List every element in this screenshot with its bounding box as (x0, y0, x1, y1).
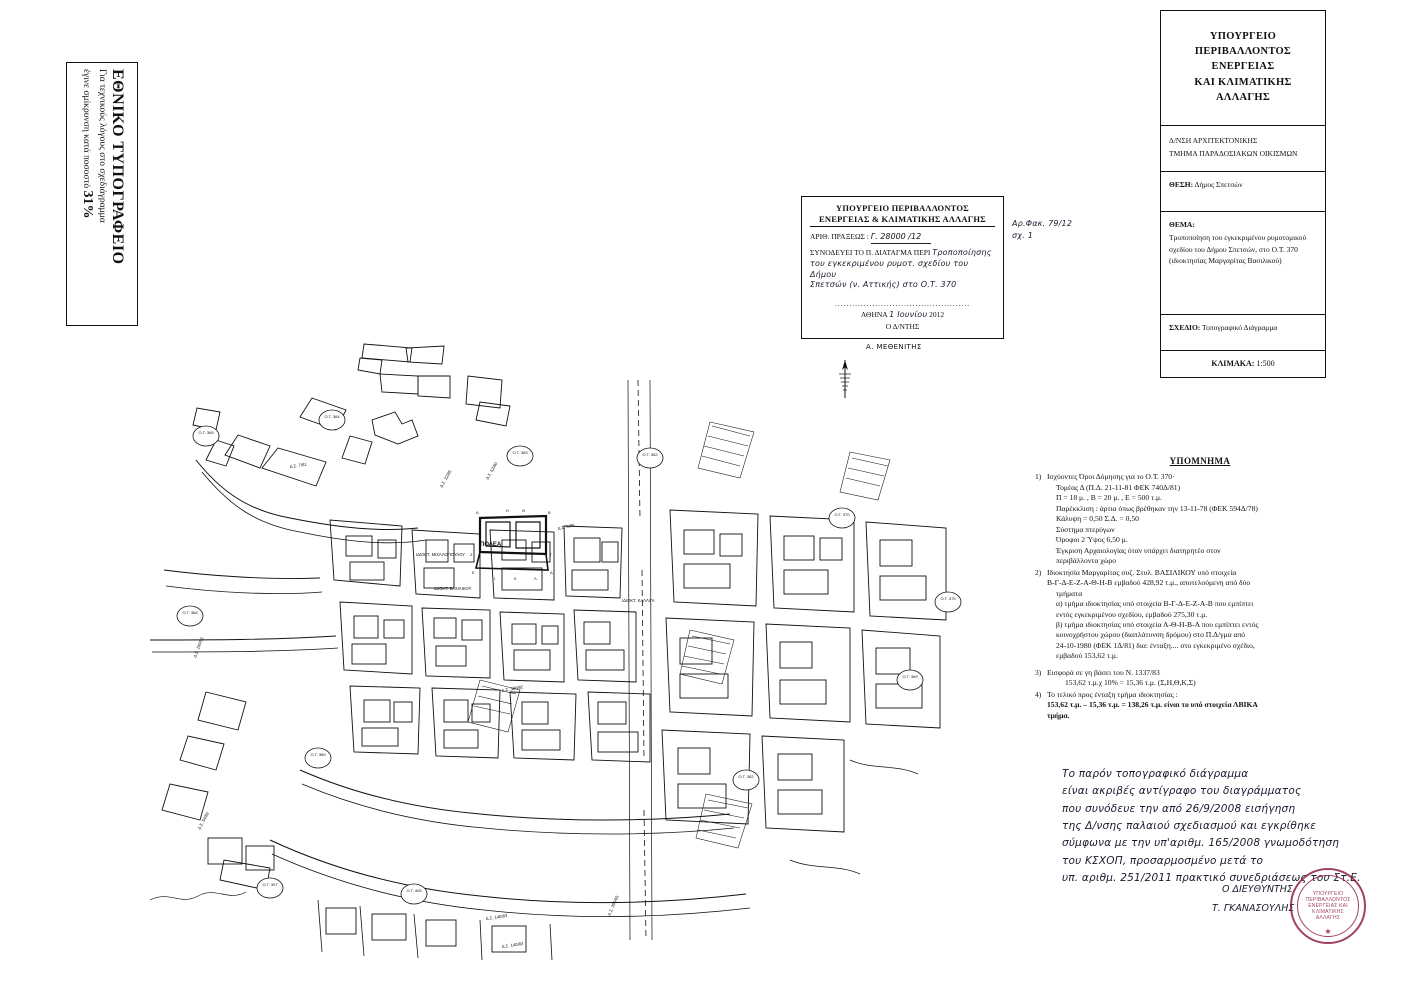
theme-label: ΘΕΜΑ: (1169, 220, 1195, 229)
block-tag-label: Ο.Τ. 363 (512, 450, 528, 455)
owner-label-3: ΙΔΙΟΚΤ. ΚΑΛΛΙΓΑ (622, 598, 655, 603)
scale-value: 1:500 (1256, 359, 1275, 368)
map-svg (150, 340, 1000, 960)
title-block-header (1161, 11, 1325, 126)
point-letter: Δ (550, 570, 553, 575)
legend-1-line-7: Έγκριση Αρχαιολογίας όταν υπάρχει διατηρητέο στον (1056, 545, 1221, 555)
legend-3-line-0: Εισφορά σε γη βάσει του Ν. 1337/83 (1047, 667, 1160, 677)
stamp-signature-name: Α. ΜΕΘΕΝΙΤΗΣ (866, 343, 922, 351)
protocol-stamp-box (801, 196, 1004, 339)
road-label: Δ.Σ. 140/83 (501, 941, 524, 949)
protocol-attached-value-3: Σπετσών (ν. Αττικής) στο Ο.Τ. 370 (810, 280, 957, 290)
legend-1-line-3: Παρέκκλιση : άρτια όπως βρέθηκαν την 13-11-78 (ΦΕΚ 594Δ/78) (1056, 503, 1258, 513)
block-tag (507, 446, 533, 466)
map-linework (150, 344, 946, 960)
legend-title: ΥΠΟΜΝΗΜΑ (1169, 456, 1231, 466)
point-letter: Ζ (470, 552, 473, 557)
legend-2-line-7: 24-10-1980 (ΦΕΚ 1Δ/81) δια: ένταξη.... στο εγκεκριμένο σχέδιο, (1056, 640, 1255, 650)
parcel-labels (416, 542, 655, 603)
protocol-year-value: 2012 (929, 309, 945, 319)
legend-item-3-number: 3) (1035, 667, 1042, 677)
point-letter: Θ (522, 508, 526, 513)
road-label: Δ.Σ. 6/95 (557, 522, 575, 531)
legend-1-line-0: Ισχύοντες Όροι Δόμησης για το Ο.Τ. 370· (1047, 472, 1175, 482)
topographic-map (150, 340, 1000, 960)
legend-item-2 (1035, 567, 1365, 662)
block-tag (829, 508, 855, 528)
road-label: Δ.Σ. 100/81 (192, 636, 205, 659)
title-block (1160, 10, 1326, 378)
protocol-attached-value-1: Τροποποίησης (932, 248, 992, 258)
certification-line-0: Το παρόν τοπογραφικό διάγραμμα (1062, 768, 1249, 780)
block-tag (193, 426, 219, 446)
protocol-ministry-line-1: ΥΠΟΥΡΓΕΙΟ ΠΕΡΙΒΑΛΛΟΝΤΟΣ (836, 203, 969, 213)
stamp-title: ΕΘΝΙΚΟ ΤΥΠΟΓΡΑΦΕΙΟ (108, 69, 126, 265)
legend-2-line-6: κοινοχρήστου χώρου (διαπλάτυνση δρόμου) στο Π.Δ/γμα από (1056, 630, 1246, 640)
block-tag-label: Ο.Τ. 369 (902, 674, 918, 679)
protocol-act-label: ΑΡΙΘ. ΠΡΑΞΕΩΣ : (810, 232, 869, 242)
legend-2-line-4: εντός εγκεκριμένου σχεδίου, εμβαδού 275,30 τ.μ. (1056, 609, 1208, 619)
signer-name: Τ. ΓΚΑΝΑΣΟΥΛΗΣ (1212, 903, 1295, 914)
tb-head-line-0: ΥΠΟΥΡΓΕΙΟ (1209, 30, 1277, 42)
protocol-attached-label: ΣΥΝΟΔΕΥΕΙ ΤΟ Π. ΔΙΑΤΑΓΜΑ ΠΕΡΙ (810, 248, 931, 258)
tb-head-line-4: ΑΛΛΑΓΗΣ (1215, 91, 1271, 103)
block-tag-label: Ο.Τ. 405 (406, 888, 422, 893)
block-tag (319, 410, 345, 430)
block-tag-label: Ο.Τ. 397 (262, 882, 278, 887)
block-tag-label: Ο.Τ. 370 (834, 512, 850, 517)
title-block-position-row (1161, 172, 1325, 212)
block-tag-label: Ο.Τ. 365 (198, 430, 214, 435)
legend-1-line-2: Π = 18 μ. , Β = 20 μ. , Ε = 500 τ.μ. (1056, 493, 1162, 503)
legend-1-line-5: Σύστημα πτερύγων (1056, 524, 1115, 534)
road-labels (192, 461, 620, 949)
title-block-department (1161, 126, 1325, 172)
drawing-value: Τοπογραφικό Διάγραμμα (1202, 323, 1278, 332)
block-tag (177, 606, 203, 626)
road-label: Δ.Σ. 380/82 (501, 684, 524, 693)
protocol-attached-value-2: του εγκεκριμένου ρυμοτ. σχεδίου του Δήμου (810, 258, 969, 279)
road-label: Δ.Σ. 148/83 (485, 913, 508, 921)
block-tag-label: Ο.Τ. 389 (310, 752, 326, 757)
block-tag-label: Ο.Τ. 364 (324, 414, 340, 419)
theme-value: Τροποποίηση του εγκεκριμένου ρυμοτομικού σχεδίου του Δήμου Σπετσών, στο Ο.Τ. 370 (ιδιοκτησίας Μαργαρίτας Βασιλικού) (1169, 233, 1307, 265)
owner-label-2: ΙΔΙΟΚΤ. ΒΑΣΙΛΙΚΟΥ (434, 586, 472, 591)
certification-line-4: σύμφωνα με την υπ'αριθμ. 165/2008 γνωμοδότηση (1062, 837, 1340, 850)
protocol-date-value: 1 Ιουνίου (889, 309, 928, 319)
tb-head-line-3: ΚΑΙ ΚΛΙΜΑΤΙΚΗΣ (1194, 76, 1292, 88)
scale-label: ΚΛΙΜΑΚΑ: (1211, 359, 1255, 368)
stamp-line-2: έγινε σμίκρυνση κατά ποσοστό (81, 69, 92, 189)
point-letter: Ι (494, 576, 496, 581)
block-tag (935, 592, 961, 612)
block-tag (401, 884, 427, 904)
legend-1-line-8: περιβάλλοντα χώρο (1056, 556, 1117, 566)
file-ref-line-2: σχ. 1 (1012, 231, 1033, 240)
road-label: Δ.Σ. 7/81 (289, 461, 308, 469)
road-label: Δ.Σ. 52/80 (484, 461, 499, 481)
protocol-dots: ............................................... (834, 298, 971, 308)
seal-text: ΥΠΟΥΡΓΕΙΟ ΠΕΡΙΒΑΛΛΟΝΤΟΣ ΕΝΕΡΓΕΙΑΣ ΚΑΙ ΚΛΙΜΑΤΙΚΗΣ ΑΛΛΑΓΗΣ (1305, 891, 1351, 921)
legend-2-line-2: τμήματα (1056, 588, 1083, 598)
department-line-1: Δ/ΝΣΗ ΑΡΧΙΤΕΚΤΟΝΙΚΗΣ (1169, 135, 1258, 145)
stamp-percent: 31% (80, 190, 96, 219)
parcel-main-label: ΠΟΛΕΑ (480, 542, 502, 548)
point-letter: Η (506, 508, 509, 513)
point-letter: Α (476, 510, 479, 515)
signer-role: Ο ΔΙΕΥΘΥΝΤΗΣ (1222, 884, 1293, 895)
block-tag-markers (177, 410, 961, 904)
road-label: Δ.Σ. 32/85 (438, 469, 453, 489)
legend-spacer (1047, 663, 1365, 667)
position-value: Δήμος Σπετσών (1194, 180, 1243, 189)
seal-star-icon: ★ (1324, 927, 1332, 936)
tb-head-line-1: ΠΕΡΙΒΑΛΛΟΝΤΟΣ (1194, 46, 1292, 58)
department-line-2: ΤΜΗΜΑ ΠΑΡΑΔΟΣΙΑΚΩΝ ΟΙΚΙΣΜΩΝ (1169, 148, 1298, 158)
legend-2-line-1: Β-Γ-Δ-Ε-Ζ-Α-Θ-Η-Β εμβαδού 428,92 τ.μ., αποτελούμενη από δύο (1047, 578, 1251, 588)
legend-2-line-5: β) τμήμα ιδιοκτησίας υπό στοιχεία Α-Θ-Η-Β-Α που εμπίπτει εντός (1056, 619, 1259, 629)
block-tag (305, 748, 331, 768)
legend-4-line-2: τμήμα. (1047, 710, 1070, 720)
drawing-label: ΣΧΕΔΙΟ: (1169, 323, 1201, 332)
official-round-seal (1290, 868, 1366, 944)
point-letter: Ε (472, 570, 475, 575)
legend-1-line-6: Όροφοι 2 Ύψος 6,50 μ. (1056, 535, 1128, 545)
block-tag (257, 878, 283, 898)
block-tag (897, 670, 923, 690)
protocol-ministry-line-2: ΕΝΕΡΓΕΙΑΣ & ΚΛΙΜΑΤΙΚΗΣ ΑΛΛΑΓΗΣ (810, 214, 995, 228)
protocol-city-label: ΑΘΗΝΑ (860, 309, 888, 319)
legend-item-4-number: 4) (1035, 689, 1042, 699)
block-tag-label: Ο.Τ. 382 (738, 774, 754, 779)
legend-1-line-4: Κάλυψη = 0,50 Σ.Δ. = 0,50 (1056, 514, 1139, 524)
title-block-scale-row (1161, 351, 1325, 377)
point-letter: Κ (514, 576, 517, 581)
certification-line-6: υπ. αριθμ. 251/2011 πρακτικό συνεδριάσεως του Στ.Ε. (1062, 871, 1361, 884)
block-tag (733, 770, 759, 790)
point-letter: Λ (534, 576, 537, 581)
block-tag-label: Ο.Τ. 366 (182, 610, 198, 615)
protocol-file-reference (1012, 218, 1102, 242)
point-letter: Β (548, 510, 551, 515)
legend-item-1-number: 1) (1035, 472, 1042, 482)
legend-2-line-8: εμβαδού 153,62 τ.μ. (1056, 651, 1118, 661)
certification-line-5: του ΚΣΧΟΠ, προσαρμοσμένο μετά το (1062, 854, 1264, 867)
legend-item-4 (1035, 689, 1365, 721)
stamp-line-1: Για τεχνικούς λόγους στο σχεδιάγραμμα (97, 69, 108, 223)
title-block-drawing-row (1161, 315, 1325, 351)
legend-item-3 (1035, 667, 1365, 689)
file-ref-line-1: Αρ.Φακ. 79/12 (1012, 219, 1073, 228)
legend-panel (1035, 455, 1365, 722)
position-label: ΘΕΣΗ: (1169, 180, 1194, 189)
legend-1-line-1: Τομέας Δ (Π.Δ. 21-11-81 ΦΕΚ 740Δ/81) (1056, 482, 1181, 492)
legend-2-line-3: α) τμήμα ιδιοκτησίας υπό στοιχεία Β-Γ-Δ-Ε-Ζ-Α-Β που εμπίπτει (1056, 599, 1254, 609)
road-label: Δ.Σ. 54/82 (196, 811, 210, 831)
legend-4-line-0: Το τελικό προς ένταξη τμήμα ιδιοκτησίας : (1047, 689, 1178, 699)
road-label: Δ.Σ. 300/85 (606, 894, 620, 917)
legend-2-line-0: Ιδιοκτησία Μαργαρίτας συζ. Στυλ. ΒΑΣΙΛΙΚΟΥ υπό στοιχεία (1047, 567, 1237, 577)
point-letter: Γ (550, 552, 553, 557)
tb-head-line-2: ΕΝΕΡΓΕΙΑΣ (1211, 61, 1275, 73)
certification-line-3: της Δ/νσης παλαιού σχεδιασμού και εγκρίθηκε (1062, 819, 1317, 832)
certification-line-1: είναι ακριβές αντίγραφο του διαγράμματος (1062, 785, 1302, 798)
legend-item-2-number: 2) (1035, 567, 1042, 577)
legend-item-1 (1035, 472, 1365, 566)
certification-line-2: που συνόδευε την από 26/9/2008 εισήγηση (1062, 802, 1296, 815)
legend-4-line-1: 153,62 τ.μ. – 15,36 τ.μ. = 138,26 τ.μ. είναι το υπό στοιχεία ΛΒΙΚΑ (1047, 700, 1258, 710)
protocol-signer-line: Ο Δ/ΝΤΗΣ (885, 321, 920, 331)
block-tag (637, 448, 663, 468)
title-block-theme-row (1161, 212, 1325, 315)
owner-label-1: ΙΔΙΟΚΤ. ΜΙΧΑΛΟΠΟΥΛΟΥ (416, 552, 466, 557)
block-tag-label: Ο.Τ. 375 (940, 596, 956, 601)
national-printing-office-stamp (66, 62, 138, 326)
legend-3-line-1: 153,62 τ.μ.χ 10% = 15,36 τ.μ. (Σ,Η,Θ,Κ,Σ) (1065, 678, 1196, 688)
protocol-act-value: Γ. 28000 /12 (871, 232, 931, 244)
block-tag-label: Ο.Τ. 362 (642, 452, 658, 457)
